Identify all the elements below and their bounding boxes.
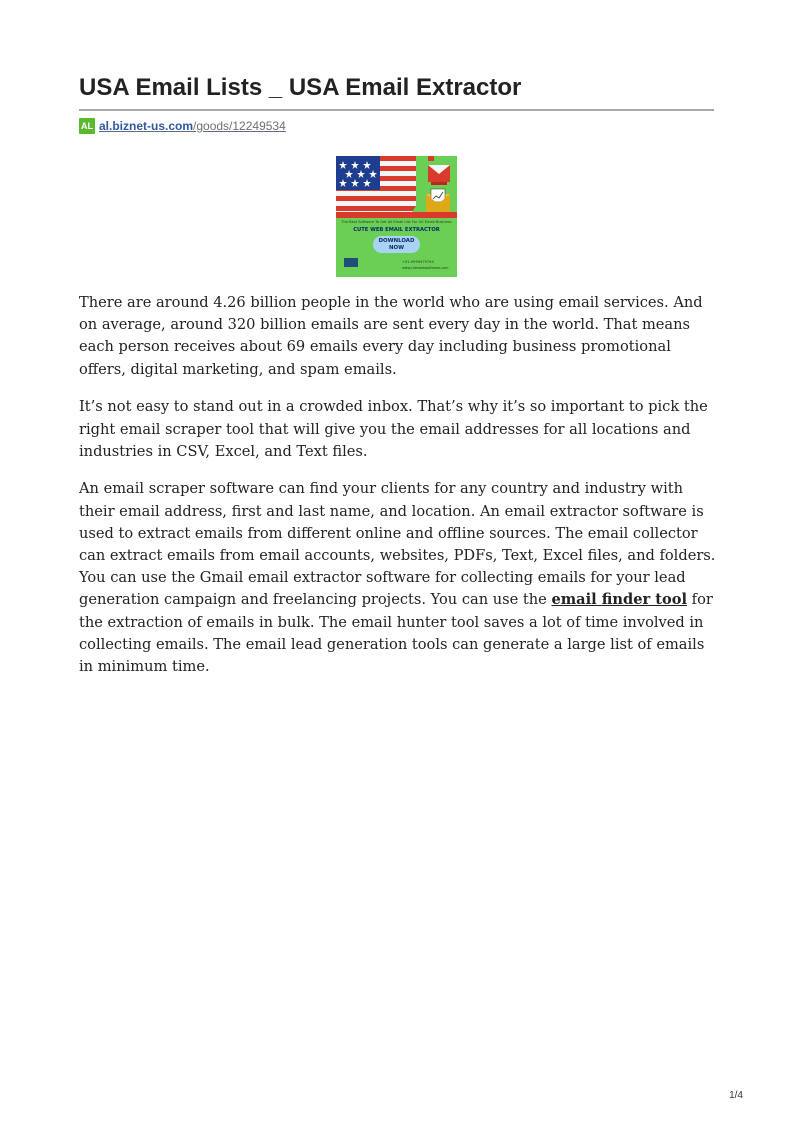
paragraph-3-text-start: An email scraper software can find your clients for any country and industry with their email address, first and last name, and location. An email extractor software is used to extract emails from different online and offline sources. The email collector can extract emails from email accounts, websites, PDFs, Text, Excel files, and folders. You can use the Gmail email extractor software for collecting emails for your lead generation campaign and freelancing projects. You can use the	[79, 480, 716, 609]
us-flag-icon	[336, 156, 457, 218]
banner-phone: +91-9999479794	[402, 260, 434, 264]
banner-heading: CUTE WEB EMAIL EXTRACTOR	[353, 227, 440, 233]
email-finder-tool-link[interactable]: email finder tool	[551, 591, 688, 609]
paragraph-2: It’s not easy to stand out in a crowded inbox. That’s why it’s so important to pick the right email scraper tool that will give you the email addresses for all locations and industries in CSV, Excel, and Text files.	[79, 398, 708, 460]
source-domain: al.biznet-us.com	[99, 118, 194, 133]
banner-download-button	[373, 236, 420, 253]
envelope-icon	[428, 165, 450, 185]
source-line	[79, 117, 286, 134]
source-path: /goods/12249534	[193, 118, 286, 133]
paragraph-1: There are around 4.26 billion people in the world who are using email services. And on average, around 320 billion emails are sent every day in the world. That means each person receives about 69 emails every day including business promotional offers, digital marketing, and spam emails.	[79, 294, 703, 378]
page-number: 1/4	[729, 1090, 743, 1101]
paragraph-3	[79, 478, 719, 678]
title-divider	[79, 109, 714, 111]
source-url-link[interactable]	[99, 119, 286, 133]
banner-logo-icon	[344, 258, 358, 267]
article-body	[79, 292, 719, 694]
banner-website: www.cutewebsoftware.com	[402, 266, 449, 270]
banner-now-label: NOW	[388, 244, 405, 251]
paragraph-3-text-end: for the extraction of emails in bulk. The email hunter tool saves a lot of time involved in collecting emails. The email lead generation tools can generate a large list of emails in minimum time.	[79, 591, 713, 676]
promo-banner-image	[336, 156, 457, 277]
site-favicon-icon: AL	[79, 118, 95, 134]
page-title: USA Email Lists _ USA Email Extractor	[79, 74, 522, 101]
banner-download-label: DOWNLOAD	[378, 237, 415, 244]
banner-tagline: The Best Software To Get All Email List For US Email Business	[341, 220, 452, 224]
